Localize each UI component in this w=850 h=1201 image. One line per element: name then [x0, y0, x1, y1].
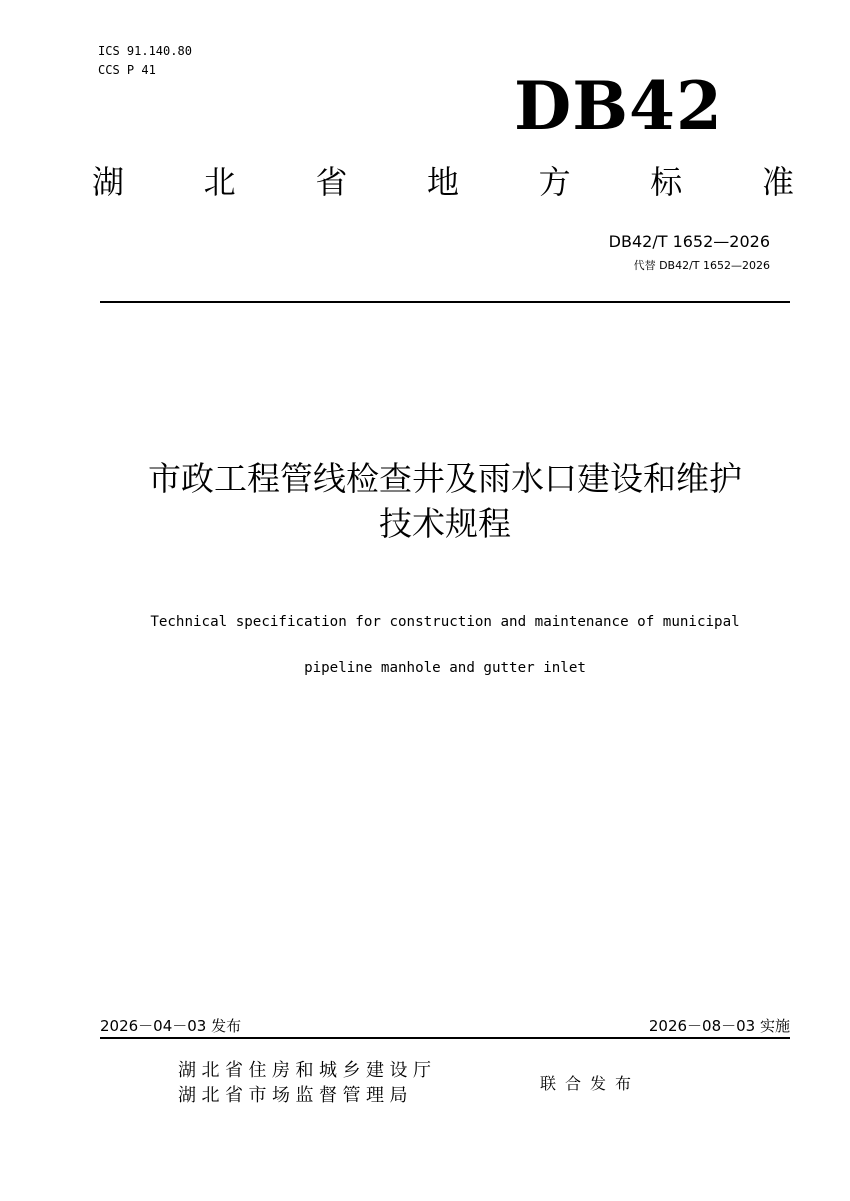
title-cn-line2: 技术规程	[379, 504, 511, 543]
issuer-2: 湖北省市场监督管理局	[178, 1085, 413, 1106]
document-title-en	[40, 588, 850, 703]
joint-release-label: 联合发布	[540, 1074, 641, 1093]
standard-code-logo: DB42	[514, 67, 723, 145]
category-char: 省	[315, 163, 348, 201]
standard-category	[92, 160, 794, 204]
top-divider	[100, 301, 790, 303]
publish-date: 2026－04－03 发布	[100, 1017, 242, 1035]
document-title-cn	[60, 456, 830, 546]
category-char: 标	[650, 163, 683, 201]
implement-date: 2026－08－03 实施	[648, 1017, 790, 1035]
category-char: 北	[203, 163, 236, 201]
title-en-line2: pipeline manhole and gutter inlet	[304, 660, 586, 676]
category-char: 准	[761, 163, 794, 201]
issuing-authorities	[178, 1058, 437, 1108]
bottom-divider	[100, 1037, 790, 1039]
category-char: 方	[538, 163, 571, 201]
classification-codes	[98, 42, 192, 80]
replaces-standard: 代替 DB42/T 1652—2026	[633, 259, 770, 272]
title-en-line1: Technical specification for construction and maintenance of municipal	[150, 614, 740, 630]
category-char: 湖	[92, 163, 125, 201]
ics-code: ICS 91.140.80	[98, 44, 192, 58]
issuer-1: 湖北省住房和城乡建设厅	[178, 1060, 437, 1081]
standard-number: DB42/T 1652—2026	[608, 232, 770, 251]
title-cn-line1: 市政工程管线检查井及雨水口建设和维护	[148, 459, 742, 498]
ccs-code: CCS P 41	[98, 63, 156, 77]
category-char: 地	[426, 163, 459, 201]
